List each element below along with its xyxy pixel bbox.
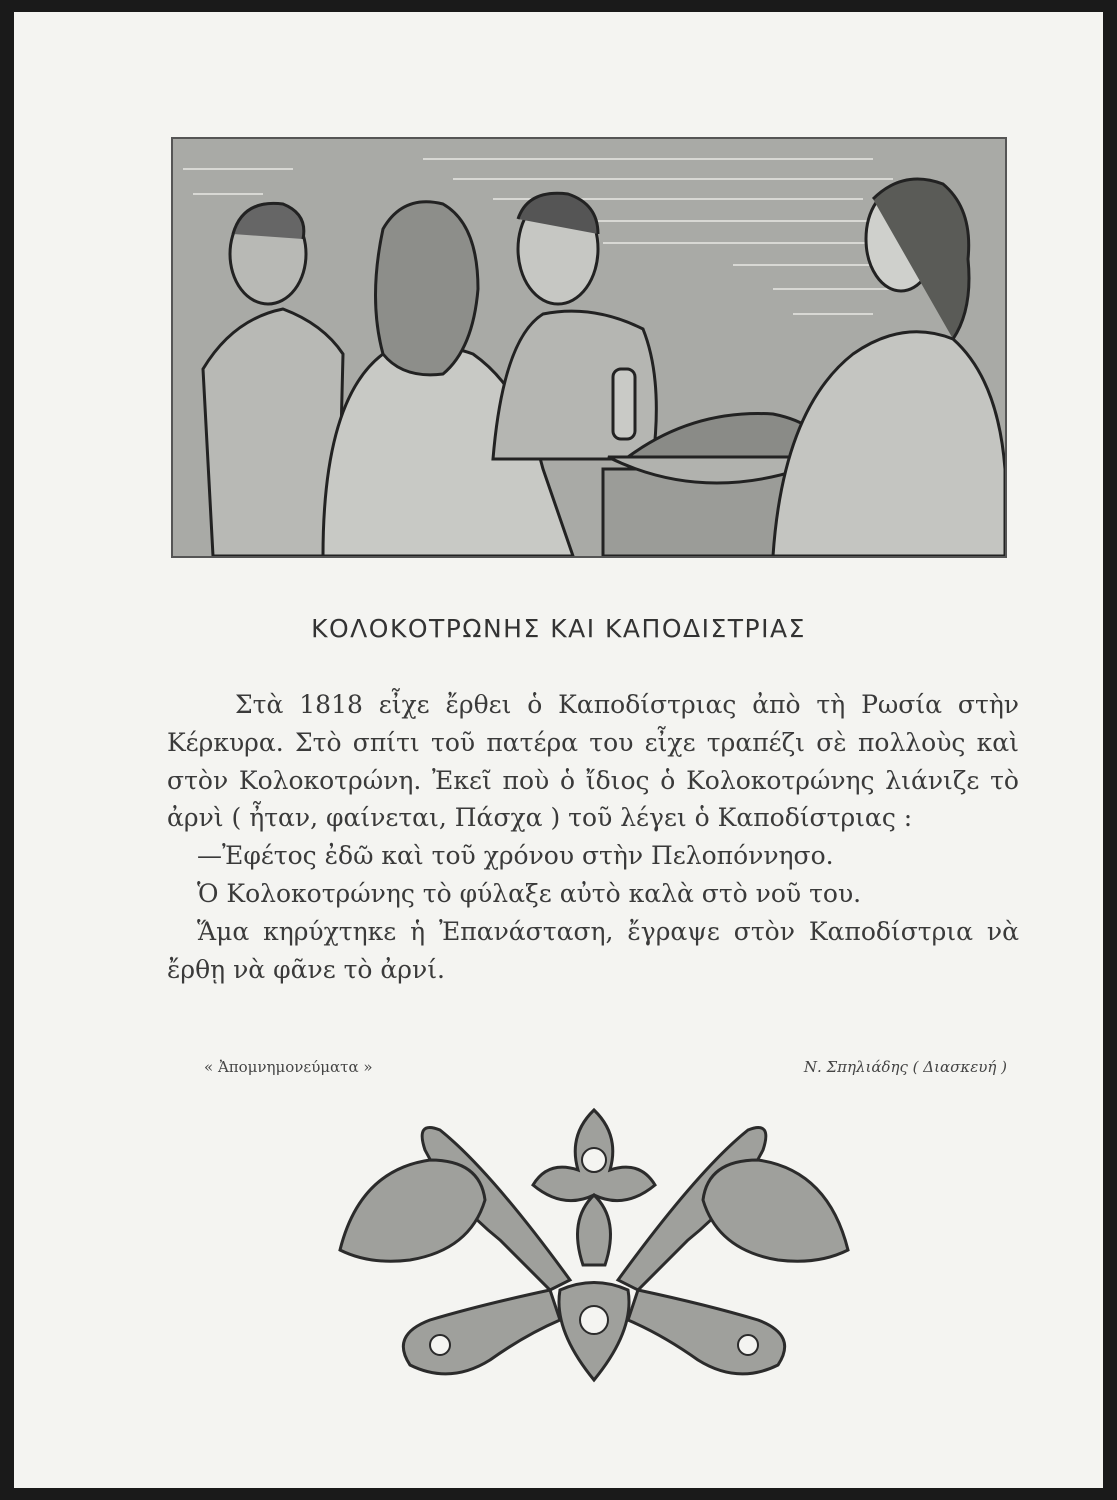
chapter-title: ΚΟΛΟΚΟΤΡΩΝΗΣ ΚΑΙ ΚΑΠΟΔΙΣΤΡΙΑΣ <box>311 614 806 643</box>
ornament-image <box>320 1090 868 1390</box>
engraving-drawing <box>173 139 1005 556</box>
paragraph-1: Στὰ 1818 εἶχε ἔρθει ὁ Καποδίστριας ἀπὸ τὴ Ρωσία στὴν Κέρκυρα. Στὸ σπίτι τοῦ πατέρα του εἶχε τραπέζι σὲ πολλοὺς καὶ στὸν Κολοκοτρώνη. Ἐκεῖ ποὺ ὁ ἴδιος ὁ Κολοκοτρώνης λιάνιζε τὸ ἀρνὶ ( ἦταν, φαίνεται, Πάσχα ) τοῦ λέγει ὁ Καποδίστριας : <box>167 690 1019 833</box>
illustration-image <box>171 137 1007 558</box>
paragraph-3: Ὁ Κολοκοτρώνης τὸ φύλαξε αὐτὸ καλὰ στὸ νοῦ του. <box>197 878 862 908</box>
floral-ornament-drawing <box>320 1090 868 1390</box>
body-text <box>167 686 1019 988</box>
paragraph-4: Ἅμα κηρύχτηκε ἡ Ἐπανάσταση, ἔγραψε στὸν Καποδίστρια νὰ ἔρθῃ νὰ φᾶνε τὸ ἀρνί. <box>167 916 1019 984</box>
page <box>14 12 1103 1488</box>
source-title: « Ἀπομνημονεύματα » <box>204 1058 373 1076</box>
paragraph-2: —Ἐφέτος ἐδῶ καὶ τοῦ χρόνου στὴν Πελοπόννησο. <box>197 841 834 871</box>
source-author: Ν. Σπηλιάδης ( Διασκευή ) <box>803 1058 1007 1076</box>
